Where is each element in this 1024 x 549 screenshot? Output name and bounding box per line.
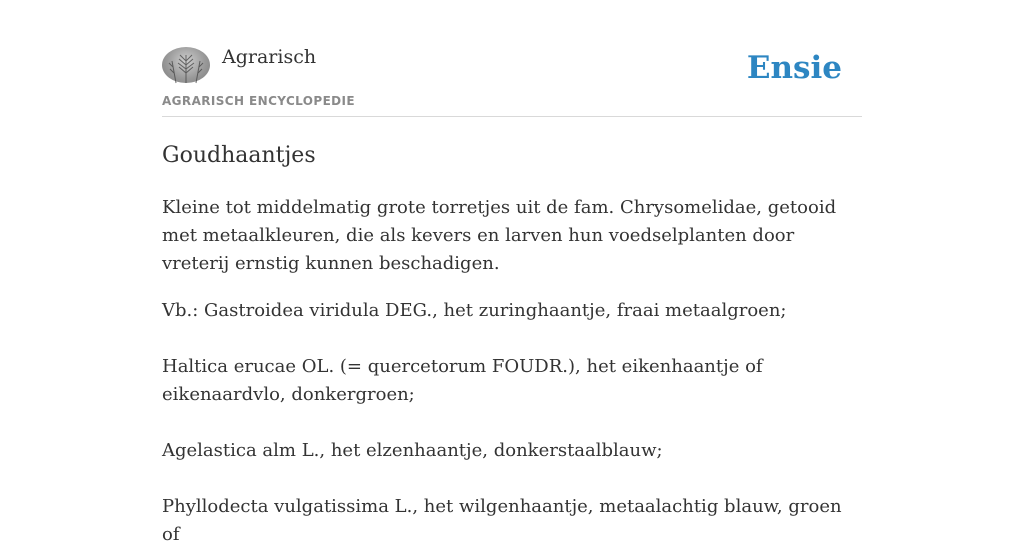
wheat-logo-icon[interactable]: [162, 47, 210, 83]
ensie-brand-link[interactable]: Ensie: [746, 50, 842, 86]
page: [162, 0, 862, 549]
article-paragraph: Agelastica alm L., het elzenhaantje, donkerstaalblauw;: [162, 440, 663, 461]
article-paragraph: Haltica erucae OL. (= quercetorum FOUDR.), het eikenhaantje of eikenaardvlo, donkergroen;: [162, 356, 763, 405]
site-header: [162, 0, 862, 117]
article-paragraph: Kleine tot middelmatig grote torretjes uit de fam. Chrysomelidae, getooid met metaalkleuren, die als kevers en larven hun voedselplanten door vreterij ernstig kunnen beschadigen.: [162, 197, 837, 274]
site-name-link[interactable]: Agrarisch: [222, 46, 317, 68]
article-body: [162, 194, 862, 549]
site-subtitle: AGRARISCH ENCYCLOPEDIE: [162, 94, 355, 108]
article-paragraph: Vb.: Gastroidea viridula DEG., het zuringhaantje, fraai metaalgroen;: [162, 300, 787, 321]
article-title: Goudhaantjes: [162, 143, 316, 168]
article-paragraph: Phyllodecta vulgatissima L., het wilgenhaantje, metaalachtig blauw, groen of: [162, 496, 842, 545]
